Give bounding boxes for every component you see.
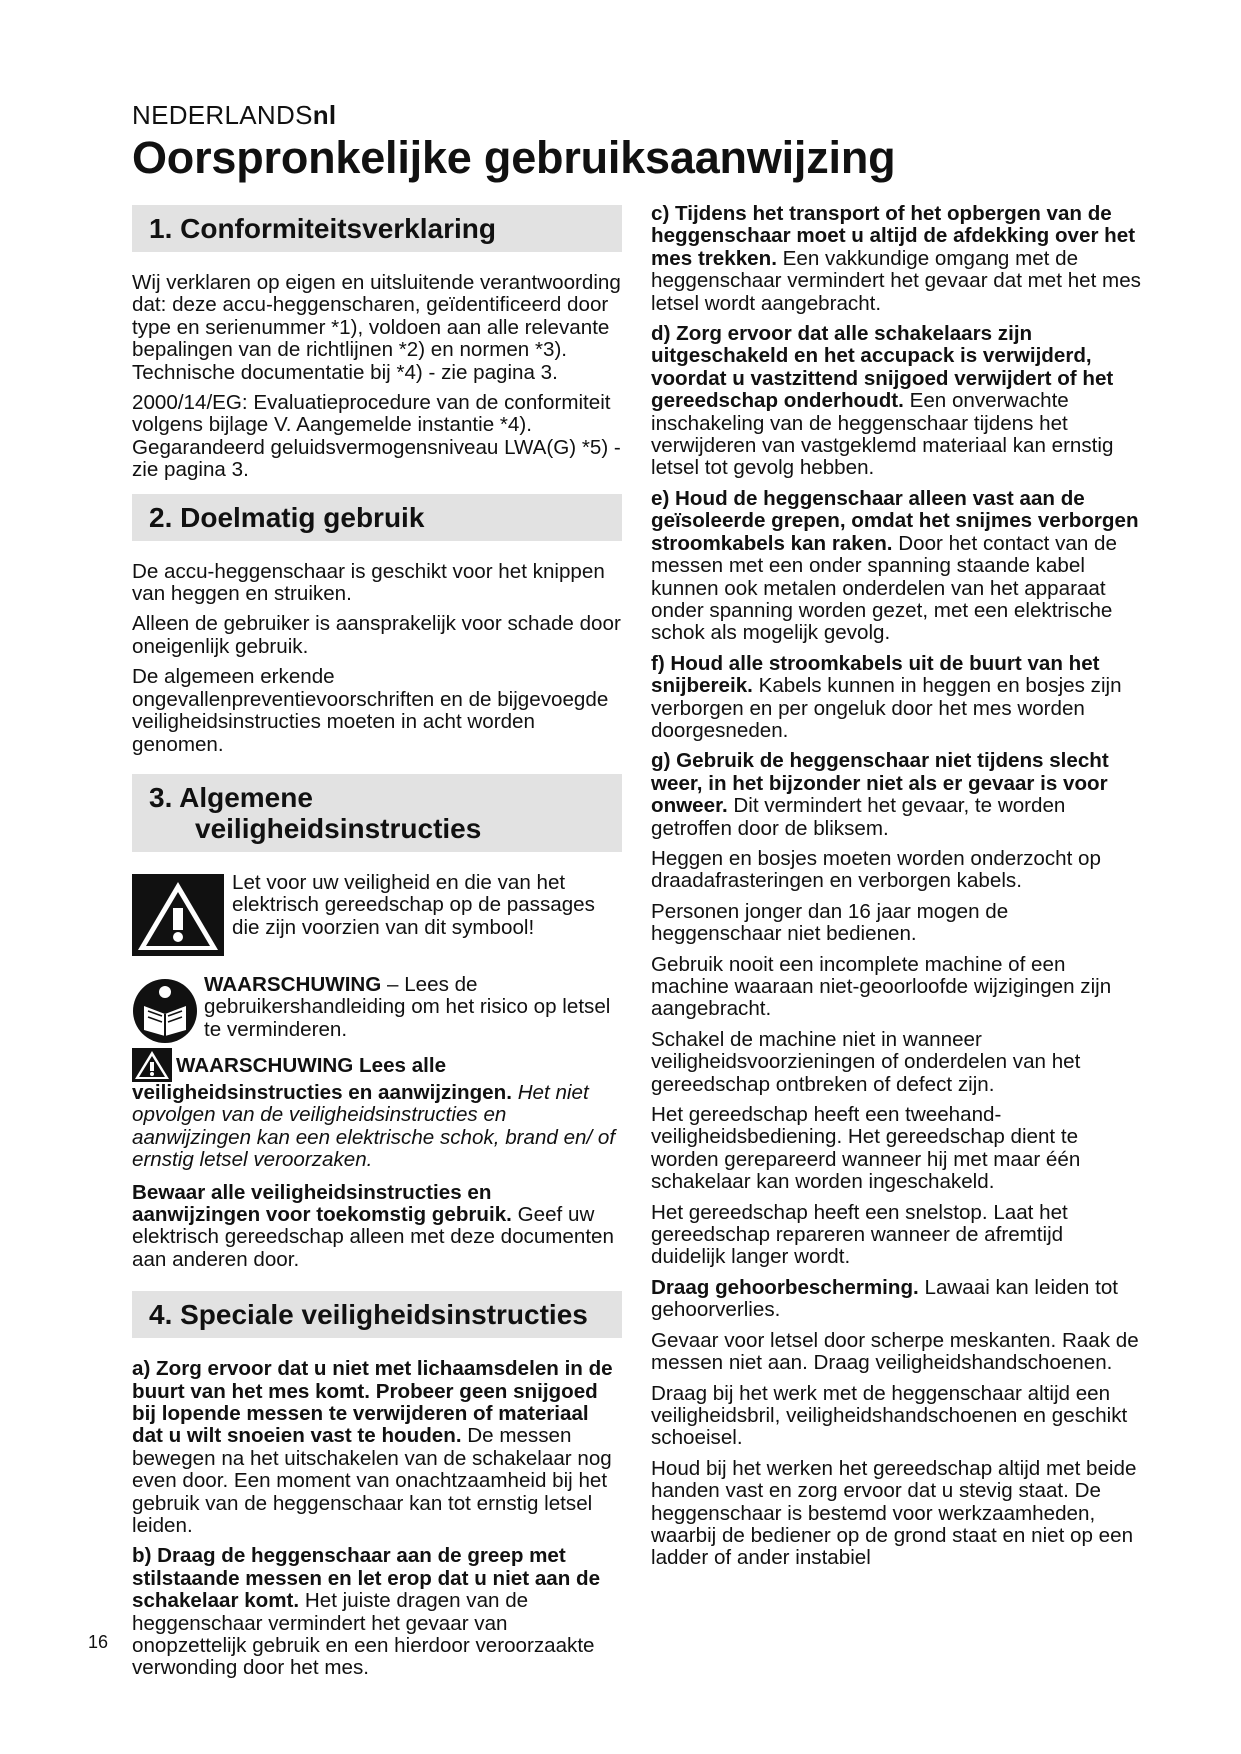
paragraph-hedges: Heggen en bosjes moeten worden onderzocht op draadafrasteringen en verborgen kabels. [651, 846, 1101, 893]
special-safety-item-g [651, 750, 1143, 840]
item-c-bold: c) Tijdens het transport of het opbergen van de heggenschaar moet u altijd de afdekking over het mes trekken. [651, 202, 1136, 270]
hearing-text: Lawaai kan leiden tot gehoorverlies. [651, 1275, 1118, 1322]
paragraph-two-hand: Het gereedschap heeft een tweehand-veiligheidsbediening. Het gereedschap dient te worden gerepareerd wanneer hij met maar één schakelaar kan worden ingeschakeld. [651, 1103, 1081, 1194]
manual-warning-body: – Lees de gebruikershandleiding om het risico op letsel te verminderen. [204, 972, 611, 1041]
section-heading-intended-use: 2. Doelmatig gebruik [132, 494, 622, 541]
item-f-bold: f) Houd alle stroomkabels uit de buurt van het snijbereik. [651, 651, 1100, 698]
paragraph-quick-stop: Het gereedschap heeft een snelstop. Laat het gereedschap repareren wanneer de afremtijd duidelijk langer wordt. [651, 1200, 1068, 1269]
item-b-bold: b) Draag de heggenschaar aan de greep met stilstaande messen en let erop dat u niet aan de schakelaar komt. [132, 1544, 601, 1613]
keep-instructions-text: Geef uw elektrisch gereedschap alleen met deze documenten aan anderen door. [132, 1202, 614, 1271]
item-f-text: Kabels kunnen in heggen en bosjes zijn verborgen en per ongeluk door het mes worden doorgesneden. [651, 674, 1122, 742]
manual-warning-text [204, 974, 622, 1041]
left-column [132, 205, 622, 1688]
special-safety-item-e [651, 488, 1143, 645]
page-number: 16 [88, 1632, 109, 1652]
general-warning-italic: Het niet opvolgen van de veiligheidsinstructies en aanwijzingen kan een elektrische schok, brand en/ of ernstig letsel veroorzaken. [132, 1080, 616, 1172]
paragraph-sharp-edges: Gevaar voor letsel door scherpe meskanten. Raak de messen niet aan. Draag veiligheidshandschoenen. [651, 1328, 1139, 1375]
item-a-text: De messen bewegen na het uitschakelen van de schakelaar nog even door. Een moment van onachtzaamheid bij het gebruik van de heggenschaar kan tot ernstig letsel leiden. [132, 1424, 612, 1537]
paragraph-hearing [651, 1277, 1143, 1322]
special-safety-item-a [132, 1358, 622, 1537]
special-safety-item-b [132, 1545, 622, 1679]
item-g-text: Dit vermindert het gevaar, te worden getroffen door de bliksem. [651, 794, 1066, 840]
item-a-bold: a) Zorg ervoor dat u niet met lichaamsdelen in de buurt van het mes komt. Probeer geen snijgoed bij lopende messen te verwijderen of materiaal dat u wilt snoeien vast te houden. [132, 1357, 613, 1448]
paragraph-switch-on: Schakel de machine niet in wanneer veiligheidsvoorzieningen of onderdelen van het gereedschap ontbreken of defect zijn. [651, 1027, 1081, 1096]
item-e-bold: e) Houd de heggenschaar alleen vast aan de geïsoleerde grepen, omdat het snijmes verborgen stroomkabels kan raken. [651, 486, 1139, 555]
symbol-note-text: Let voor uw veiligheid en die van het elektrisch gereedschap op de passages die zijn voorzien van dit symbool! [232, 870, 595, 939]
general-safety-heading-line-2: veiligheidsinstructies [195, 812, 482, 844]
manual-warning-label: WAARSCHUWING [204, 972, 382, 996]
conformity-paragraph-2: 2000/14/EG: Evaluatieprocedure van de conformiteit volgens bijlage V. Aangemelde instantie *4). Gegarandeerd geluidsvermogensniveau LWA(G) *5) - zie pagina 3. [132, 391, 621, 482]
manual-warning-row [132, 974, 622, 1044]
read-manual-icon [132, 978, 198, 1044]
item-b-text: Het juiste dragen van de heggenschaar vermindert het gevaar van onopzettelijk gebruik en een hierdoor veroorzaakte verwonding door het mes. [132, 1589, 595, 1680]
section-heading-special-safety: 4. Speciale veiligheidsinstructies [132, 1291, 622, 1338]
language-label [132, 100, 336, 131]
paragraph-incomplete-machine: Gebruik nooit een incomplete machine of een machine waaraan niet-geoorloofde wijzigingen zijn aangebracht. [651, 952, 1112, 1021]
special-safety-item-d [651, 323, 1143, 480]
paragraph-persons: Personen jonger dan 16 jaar mogen de heggenschaar niet bedienen. [651, 899, 1009, 946]
symbol-note-row [132, 872, 622, 956]
right-column [651, 203, 1143, 1578]
item-d-text: Een onverwachte inschakeling van de heggenschaar tijdens het verwijderen van vastgeklemd materiaal kan ernstig letsel tot gevolg hebben. [651, 389, 1114, 480]
intended-use-paragraph-1: De accu-heggenschaar is geschikt voor het knippen van heggen en struiken. [132, 559, 605, 606]
special-safety-item-f [651, 653, 1143, 743]
paragraph-protective-gear: Draag bij het werk met de heggenschaar altijd een veiligheidsbril, veiligheidshandschoenen en geschikt schoeisel. [651, 1381, 1128, 1450]
item-g-bold: g) Gebruik de heggenschaar niet tijdens slecht weer, in het bijzonder niet als er gevaar is voor onweer. [651, 749, 1109, 818]
general-warning-bold: WAARSCHUWING Lees alle veiligheidsinstructies en aanwijzingen. [132, 1053, 512, 1104]
warning-triangle-icon [132, 874, 224, 956]
language-name: NEDERLANDS [132, 100, 313, 130]
keep-instructions-bold: Bewaar alle veiligheidsinstructies en aanwijzingen voor toekomstig gebruik. [132, 1180, 512, 1226]
page-title: Oorspronkelijke gebruiksaanwijzing [132, 132, 896, 183]
keep-instructions-paragraph [132, 1182, 622, 1272]
item-d-bold: d) Zorg ervoor dat alle schakelaars zijn uitgeschakeld en het accupack is verwijderd, voordat u vastzittend snijgoed verwijdert of het gereedschap onderhoudt. [651, 322, 1114, 413]
section-heading-general-safety [132, 774, 622, 852]
paragraph-both-hands: Houd bij het werken het gereedschap altijd met beide handen vast en zorg ervoor dat u stevig staat. De heggenschaar is bestemd voor werkzaamheden, waarbij de bediener op de grond staat en niet op een ladder of ander instabiel [651, 1456, 1137, 1570]
general-warning-paragraph [132, 1048, 622, 1172]
language-code: nl [312, 100, 337, 130]
item-c-text: Een vakkundige omgang met de heggenschaar vermindert het gevaar dat met het mes letsel wordt aangebracht. [651, 246, 1141, 315]
intended-use-paragraph-2: Alleen de gebruiker is aansprakelijk voor schade door oneigenlijk gebruik. [132, 612, 621, 658]
hearing-bold: Draag gehoorbescherming. [651, 1275, 919, 1299]
intended-use-paragraph-3: De algemeen erkende ongevallenpreventievoorschriften en de bijgevoegde veiligheidsinstructies moeten in acht worden genomen. [132, 665, 609, 756]
section-heading-conformity: 1. Conformiteitsverklaring [132, 205, 622, 252]
special-safety-item-c [651, 203, 1143, 315]
item-e-text: Door het contact van de messen met een onder spanning staande kabel kunnen ook metalen onderdelen van het apparaat onder spanning worden gezet, met een elektrische schok als mogelijk gevolg. [651, 531, 1117, 645]
general-safety-heading-line-1: 3. Algemene [149, 781, 313, 813]
conformity-paragraph-1: Wij verklaren op eigen en uitsluitende verantwoording dat: deze accu-heggenscharen, geïdentificeerd door type en serienummer *1), voldoen aan alle relevante bepalingen van de richtlijnen *2) en normen *3). Technische documentatie bij *4) - zie pagina 3. [132, 271, 621, 384]
small-warning-triangle-icon [132, 1048, 172, 1082]
